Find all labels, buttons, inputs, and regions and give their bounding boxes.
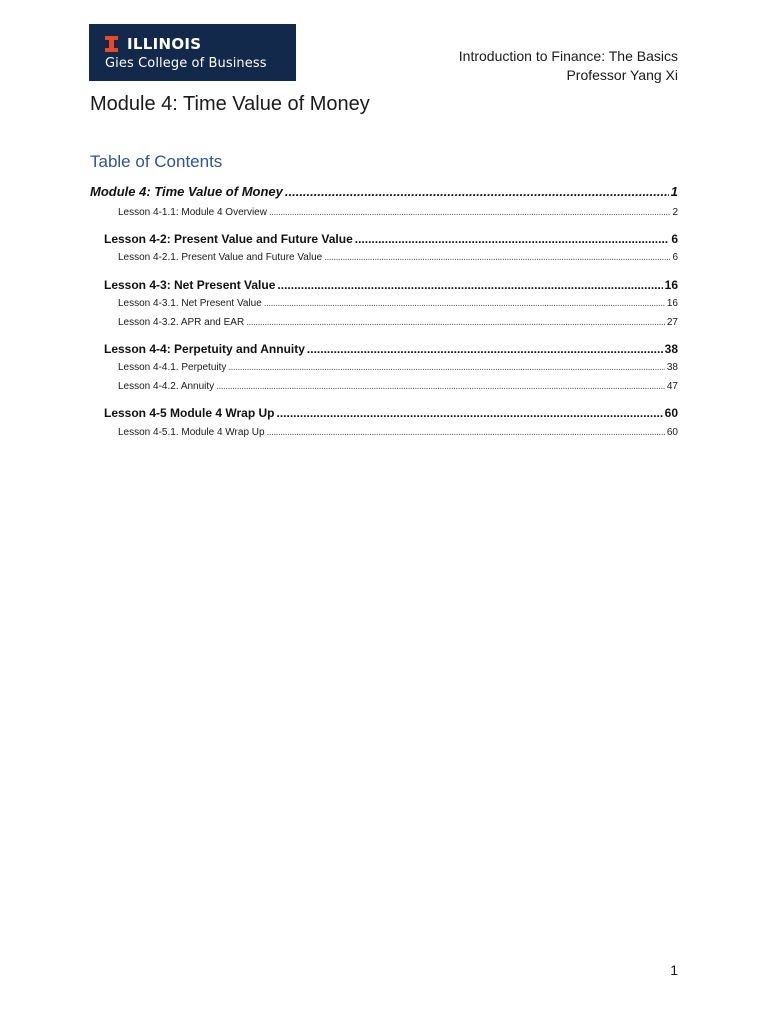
toc-entry-lesson-4-2[interactable] — [104, 232, 678, 246]
toc-dot-leader — [228, 362, 664, 373]
toc-dot-leader — [264, 298, 665, 309]
toc-entry-label: Lesson 4-3.2. APR and EAR — [118, 317, 245, 328]
toc-entry-label: Lesson 4-3: Net Present Value — [104, 278, 276, 292]
toc-dot-leader — [307, 342, 663, 356]
toc-entry-label: Lesson 4-4.2. Annuity — [118, 381, 215, 392]
toc-entry-page: 16 — [666, 298, 678, 309]
block-i-icon — [105, 36, 118, 52]
toc-entry-label: Lesson 4-1.1: Module 4 Overview — [118, 207, 267, 218]
toc-entry-lesson-4-3[interactable] — [104, 278, 678, 292]
toc-entry-lesson-4-2-1[interactable] — [118, 252, 678, 263]
toc-dot-leader — [277, 278, 662, 292]
toc-entry-label: Lesson 4-5.1. Module 4 Wrap Up — [118, 427, 265, 438]
toc-entry-label: Lesson 4-2.1. Present Value and Future Value — [118, 252, 323, 263]
toc-entry-lesson-4-3-1[interactable] — [118, 298, 678, 309]
page-number: 1 — [670, 962, 678, 978]
toc-entry-page: 60 — [664, 406, 678, 420]
toc-entry-lesson-4-1-1[interactable] — [118, 207, 678, 218]
toc-entry-page: 38 — [664, 342, 678, 356]
toc-entry-page: 6 — [672, 252, 678, 263]
toc-entry-label: Lesson 4-4.1. Perpetuity — [118, 362, 227, 373]
logo-top-row — [105, 33, 296, 55]
toc-entry-lesson-4-4-2[interactable] — [118, 381, 678, 392]
toc-entry-lesson-4-5-1[interactable] — [118, 427, 678, 438]
toc-dot-leader — [285, 184, 669, 199]
toc-entry-page: 27 — [666, 317, 678, 328]
toc-dot-leader — [276, 406, 662, 420]
logo-subtitle: Gies College of Business — [105, 56, 267, 71]
toc-entry-page: 47 — [666, 381, 678, 392]
professor-name: Professor Yang Xi — [566, 67, 678, 83]
toc-entry-lesson-4-3-2[interactable] — [118, 317, 678, 328]
toc-heading: Table of Contents — [90, 152, 223, 171]
logo-name: ILLINOIS — [127, 35, 202, 53]
toc-entry-page: 6 — [671, 232, 678, 246]
toc-entry-page: 16 — [664, 278, 678, 292]
toc-entry-label: Module 4: Time Value of Money — [90, 184, 283, 199]
toc-entry-lesson-4-4-1[interactable] — [118, 362, 678, 373]
toc-dot-leader — [324, 252, 670, 263]
course-title: Introduction to Finance: The Basics — [458, 48, 678, 64]
toc-entry-page: 38 — [666, 362, 678, 373]
toc-entry-label: Lesson 4-2: Present Value and Future Value — [104, 232, 353, 246]
toc-dot-leader — [216, 381, 665, 392]
toc-dot-leader — [246, 317, 665, 328]
toc-entry-lesson-4-4[interactable] — [104, 342, 678, 356]
illinois-gies-logo — [89, 24, 296, 81]
toc-entry-label: Lesson 4-5 Module 4 Wrap Up — [104, 406, 275, 420]
toc-entry-page: 2 — [672, 207, 678, 218]
toc-entry-page: 60 — [666, 427, 678, 438]
toc-entry-label: Lesson 4-3.1. Net Present Value — [118, 298, 262, 309]
toc-dot-leader — [355, 232, 670, 246]
toc-entry-label: Lesson 4-4: Perpetuity and Annuity — [104, 342, 305, 356]
toc-entry-lesson-4-5[interactable] — [104, 406, 678, 420]
document-title: Module 4: Time Value of Money — [90, 93, 370, 115]
toc-entry-page: 1 — [670, 184, 678, 199]
toc-dot-leader — [269, 207, 670, 218]
toc-dot-leader — [267, 427, 665, 438]
course-header — [459, 47, 678, 85]
toc-entry-module-4[interactable] — [90, 184, 678, 199]
